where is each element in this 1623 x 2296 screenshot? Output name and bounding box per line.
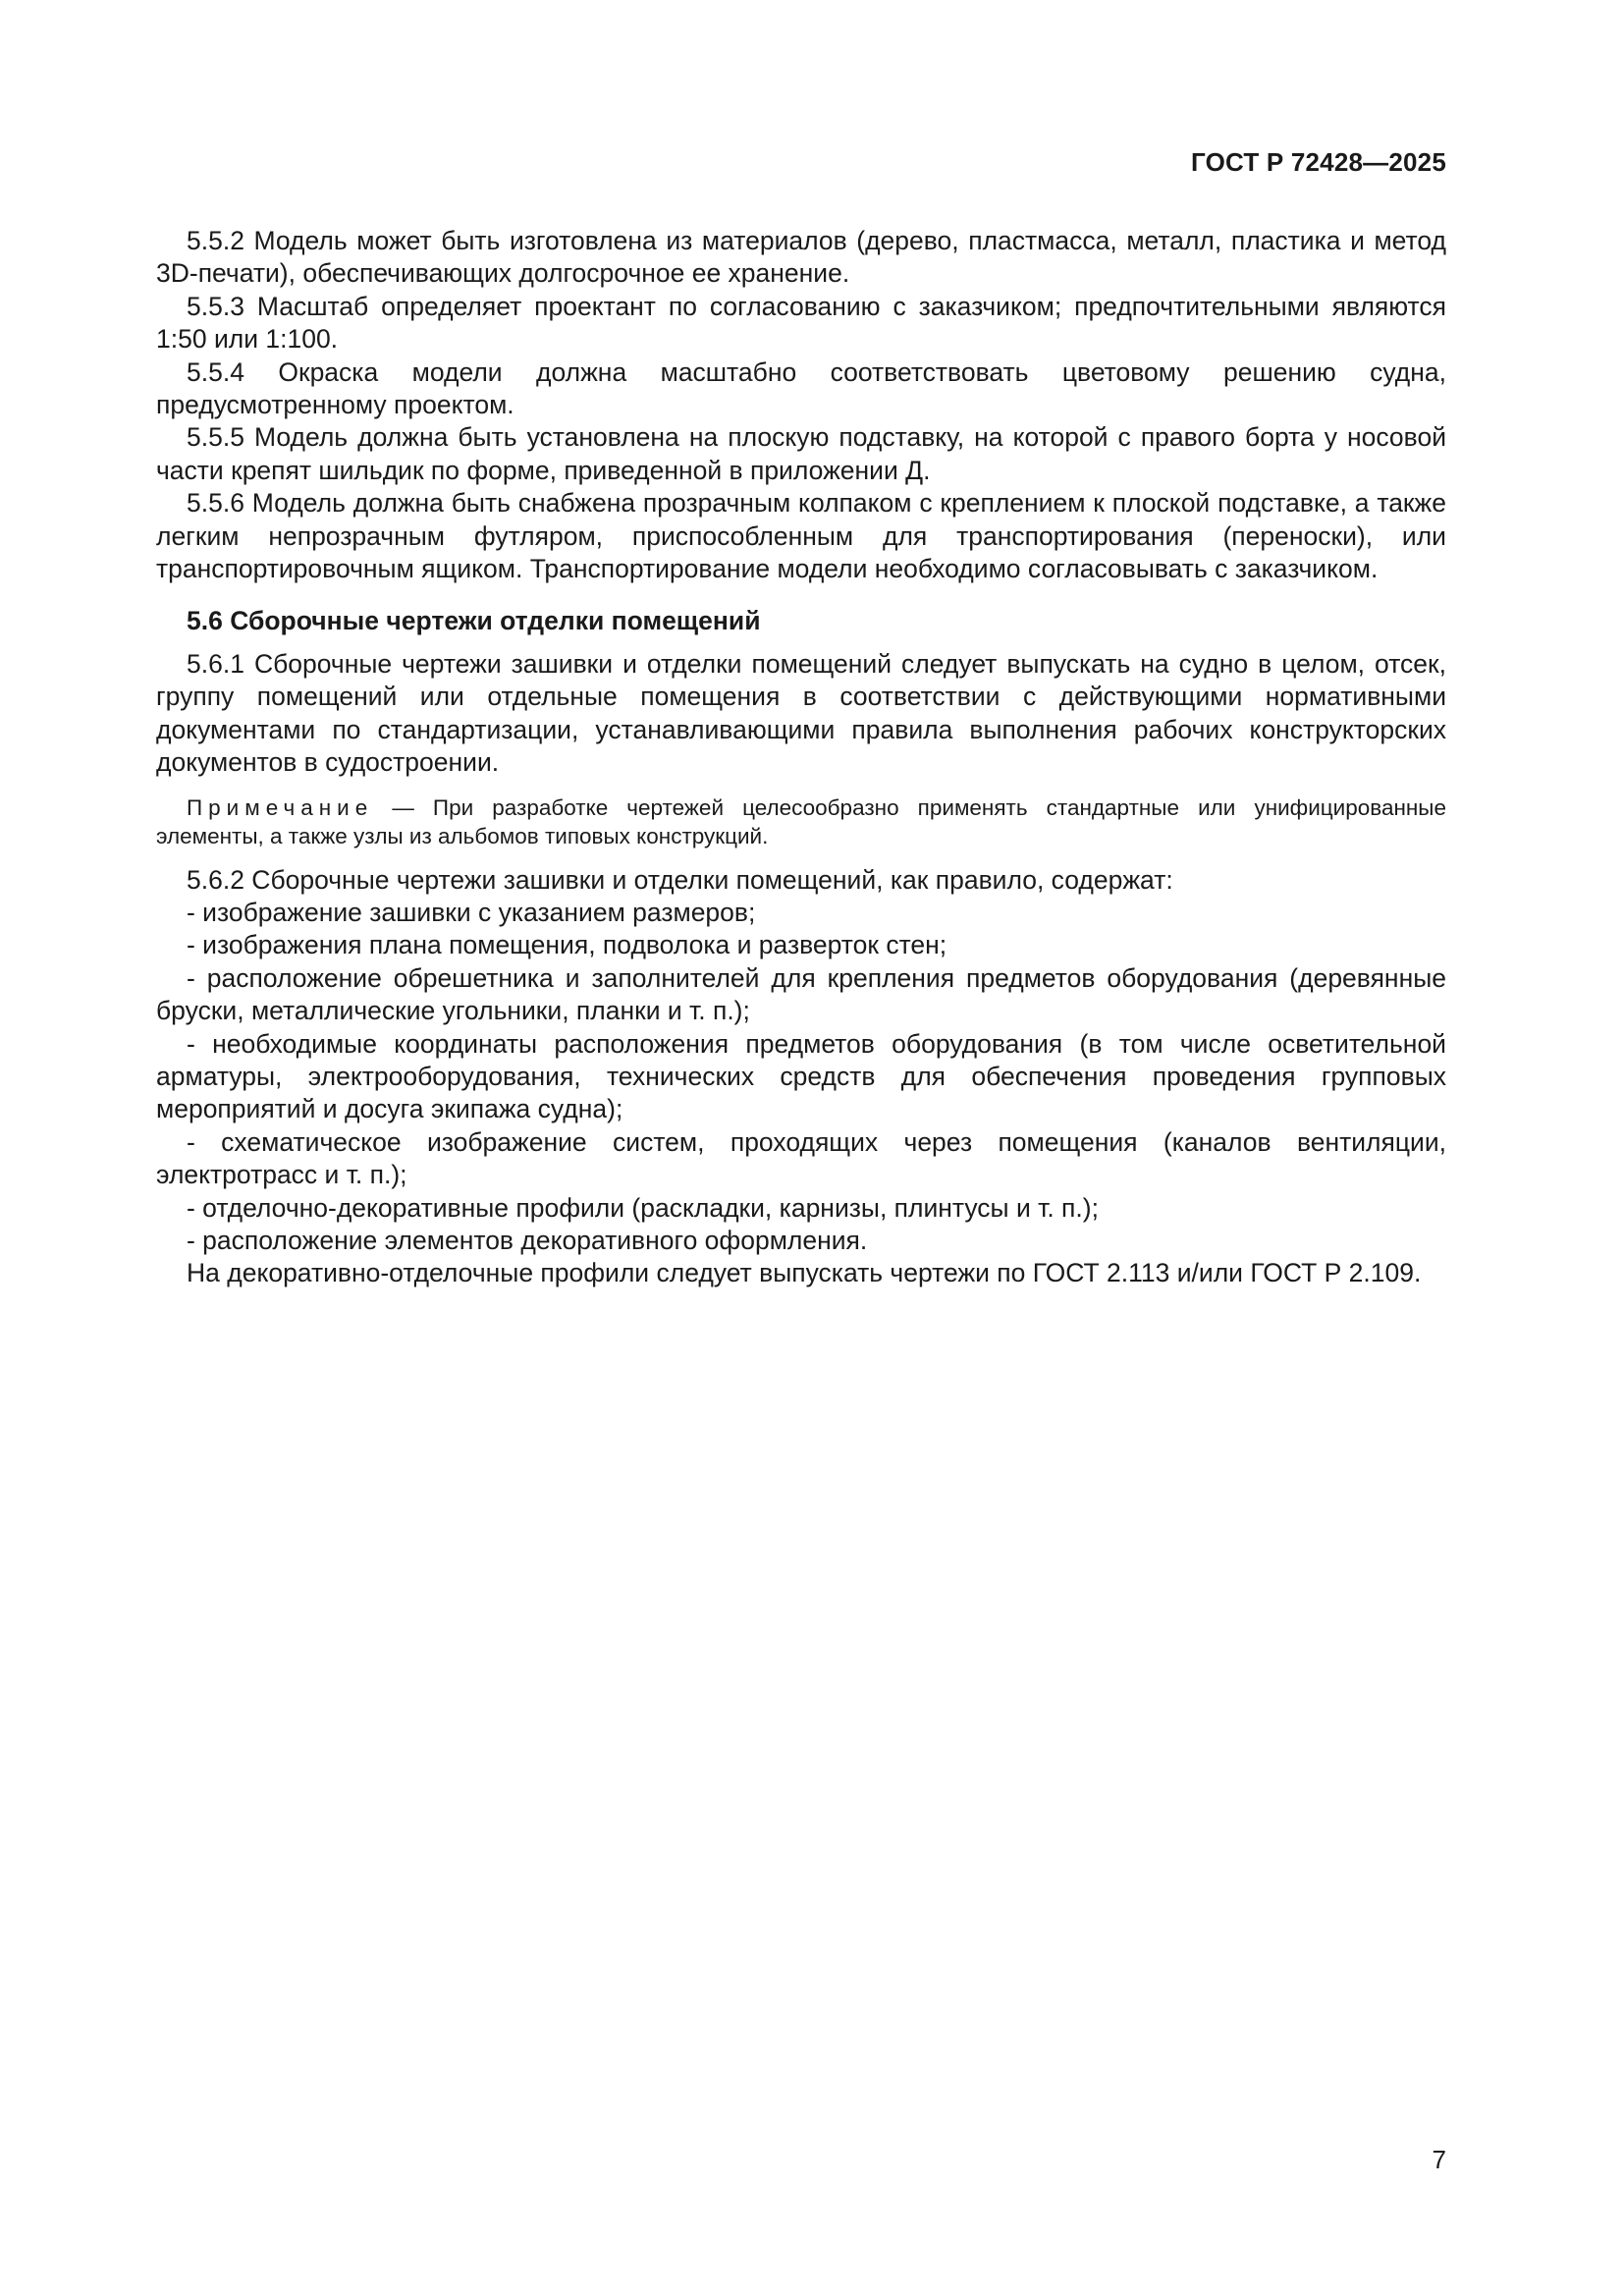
list-item: - схематическое изображение систем, проходящих через помещения (каналов вентиляции, электротрасс и т. п.); <box>156 1126 1446 1190</box>
list-item: - изображение зашивки с указанием размеров; <box>187 897 756 927</box>
list-item: - изображения плана помещения, подволока и разверток стен; <box>187 930 947 960</box>
note-text: — При разработке чертежей целесообразно применять стандартные или унифицированные элементы, а также узлы из альбомов типовых конструкций. <box>156 794 1446 848</box>
list-item: - расположение обрешетника и заполнителей для крепления предметов оборудования (деревянные бруски, металлические угольники, планки и т. п.); <box>156 962 1446 1026</box>
list-item: - отделочно-декоративные профили (раскладки, карнизы, плинтусы и т. п.); <box>187 1192 1099 1223</box>
paragraph-5-5-6: 5.5.6 Модель должна быть снабжена прозрачным колпаком с креплением к плоской подставке, а также легким непрозрачным футляром, приспособленным для транспортирования (переноски), или транспортировочным ящиком. Транспортирование модели необходимо согласовывать с заказчиком. <box>156 488 1446 584</box>
paragraph-5-5-4: 5.5.4 Окраска модели должна масштабно соответствовать цветовому решению судна, предусмотренному проектом. <box>156 356 1446 420</box>
paragraph-5-6-2: 5.6.2 Сборочные чертежи зашивки и отделки помещений, как правило, содержат: <box>187 864 1173 895</box>
list-item: - необходимые координаты расположения предметов оборудования (в том числе осветительной арматуры, электрооборудования, технических средств для обеспечения проведения групповых мероприятий и досуга экипажа судна); <box>156 1028 1446 1124</box>
note-label: Примечание <box>187 794 374 820</box>
note <box>156 793 1446 850</box>
page-body <box>156 225 1446 1290</box>
page-number: 7 <box>1432 2145 1446 2174</box>
paragraph-profiles-drawings: На декоративно-отделочные профили следует выпускать чертежи по ГОСТ 2.113 и/или ГОСТ Р 2.109. <box>187 1258 1422 1288</box>
paragraph-5-5-3: 5.5.3 Масштаб определяет проектант по согласованию с заказчиком; предпочтительными являются 1:50 или 1:100. <box>156 291 1446 355</box>
paragraph-5-6-1: 5.6.1 Сборочные чертежи зашивки и отделки помещений следует выпускать на судно в целом, отсек, группу помещений или отдельные помещения в соответствии с действующими нормативными документами по стандартизации, устанавливающими правила выполнения рабочих конструкторских документов в судостроении. <box>156 648 1446 778</box>
paragraph-5-5-5: 5.5.5 Модель должна быть установлена на плоскую подставку, на которой с правого борта у носовой части крепят шильдик по форме, приведенной в приложении Д. <box>156 422 1446 485</box>
list-item: - расположение элементов декоративного оформления. <box>187 1225 868 1255</box>
document-code: ГОСТ Р 72428—2025 <box>1191 147 1446 177</box>
section-heading-5-6: 5.6 Сборочные чертежи отделки помещений <box>187 606 761 636</box>
paragraph-5-5-2: 5.5.2 Модель может быть изготовлена из материалов (дерево, пластмасса, металл, пластика и метод 3D-печати), обеспечивающих долгосрочное ее хранение. <box>156 226 1446 289</box>
